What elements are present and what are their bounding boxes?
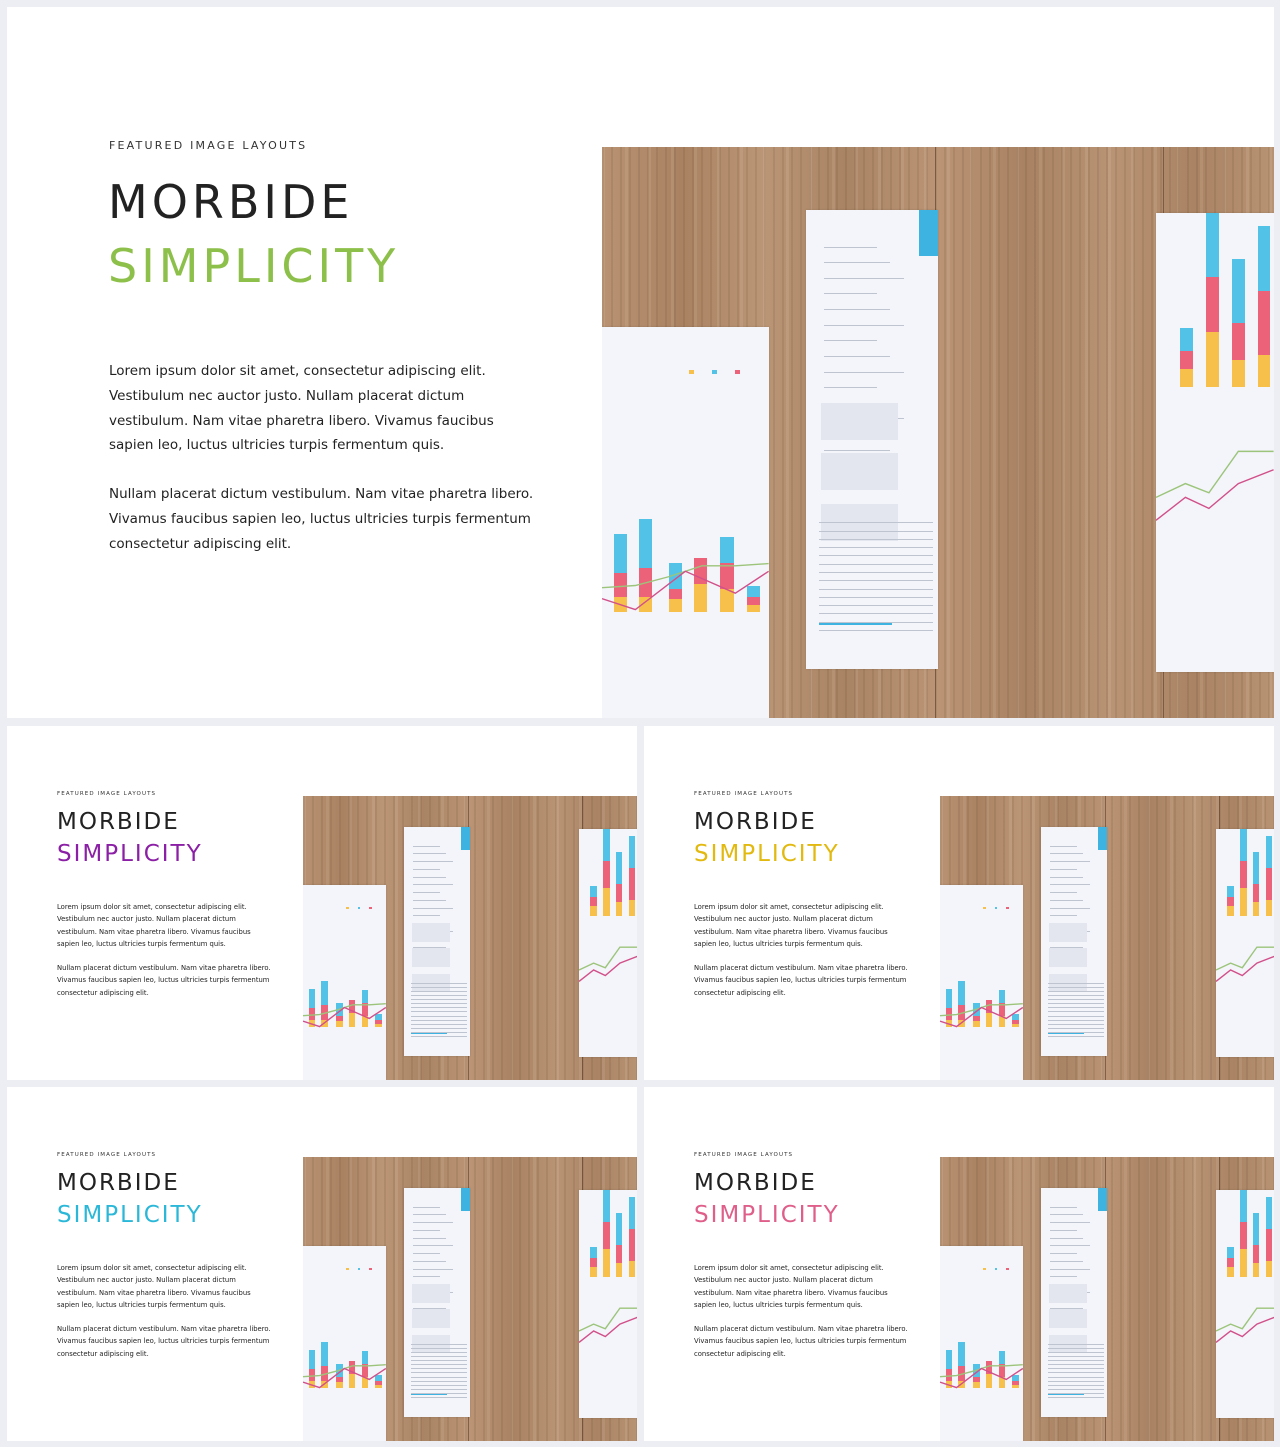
line-chart — [602, 522, 769, 632]
bar-segment — [629, 868, 635, 900]
line-chart — [1216, 938, 1274, 984]
resume-line — [824, 356, 890, 357]
line-chart — [303, 983, 386, 1037]
body-paragraph-2: Nullam placerat dictum vestibulum. Nam vitae pharetra libero. Vivamus faucibus sapien leo, luctus ultricies turpis fermentum consectetur adipiscing elit. — [57, 1325, 271, 1358]
bar-segment — [603, 1190, 609, 1222]
resume-line — [413, 892, 439, 893]
bar-segment — [1240, 1249, 1246, 1276]
resume-header-block — [461, 827, 470, 850]
featured-image — [303, 1157, 637, 1441]
resume-line — [1048, 1397, 1105, 1398]
legend-dot — [369, 1268, 371, 1270]
resume-line — [413, 1238, 446, 1239]
legend-dot — [995, 907, 997, 909]
body-paragraph-1: Lorem ipsum dolor sit amet, consectetur adipiscing elit. Vestibulum nec auctor justo. Nullam placerat dictum vestibulum. Nam vitae pharetra libero. Vivamus faucibus sapien leo, luctus ultricies turpis fermentum quis. — [57, 903, 251, 948]
resume-reference-box — [1049, 948, 1087, 966]
resume-line — [411, 1352, 468, 1353]
featured-image — [602, 147, 1274, 718]
line-chart — [940, 983, 1023, 1037]
bar-segment — [1258, 355, 1271, 387]
legend-dot — [689, 370, 694, 374]
resume-line — [1048, 1007, 1105, 1008]
resume-header-block — [1098, 1188, 1107, 1211]
chart-line — [303, 1364, 386, 1376]
report-paper-left — [602, 327, 769, 718]
resume-line — [1050, 1276, 1076, 1277]
chart-line — [1156, 470, 1274, 521]
slide-4 — [7, 1087, 637, 1441]
title-morbide: MORBIDE — [694, 809, 817, 835]
body-text — [57, 1262, 272, 1360]
eyebrow-label: FEATURED IMAGE LAYOUTS — [694, 791, 794, 797]
resume-line — [1050, 884, 1089, 885]
resume-reference-box — [412, 1309, 450, 1327]
resume-line — [1050, 846, 1076, 847]
resume-line — [413, 1214, 446, 1215]
eyebrow-label: FEATURED IMAGE LAYOUTS — [109, 139, 308, 152]
signature — [1048, 1394, 1084, 1396]
bar-segment — [1227, 1267, 1233, 1276]
resume-line — [1048, 1024, 1105, 1025]
resume-reference-box — [1049, 1284, 1087, 1302]
report-paper-right — [1216, 1190, 1274, 1419]
bar-segment — [1227, 1247, 1233, 1258]
resume-line — [411, 995, 468, 996]
slide-5 — [644, 1087, 1274, 1441]
bar-segment — [1206, 277, 1219, 332]
resume-line — [1050, 869, 1076, 870]
bar-segment — [603, 1222, 609, 1249]
report-paper-left — [303, 885, 386, 1080]
resume-line — [411, 1016, 468, 1017]
resume-reference-box — [821, 453, 898, 490]
resume-line — [1050, 1214, 1083, 1215]
resume-line — [411, 1003, 468, 1004]
legend-dot — [346, 907, 348, 909]
resume-line — [824, 340, 877, 341]
featured-image — [940, 796, 1274, 1080]
bar-segment — [1180, 369, 1193, 387]
title-morbide: MORBIDE — [108, 175, 354, 229]
bar-segment — [1227, 897, 1233, 906]
chart-line — [940, 1364, 1023, 1376]
report-paper-left — [940, 1246, 1023, 1441]
resume-reference-box — [1049, 1309, 1087, 1327]
resume-line — [1050, 900, 1083, 901]
resume-line — [411, 1397, 468, 1398]
resume-line — [819, 564, 933, 565]
resume-line — [413, 853, 446, 854]
resume-line — [411, 1036, 468, 1037]
report-paper-right — [579, 829, 637, 1058]
resume-line — [1048, 1003, 1105, 1004]
slide-2 — [7, 726, 637, 1080]
legend-dot — [995, 1268, 997, 1270]
resume-paper — [1041, 827, 1107, 1056]
bar-segment — [1253, 1263, 1259, 1277]
bar-segment — [590, 906, 596, 915]
bar-segment — [590, 886, 596, 897]
chart-line — [303, 1003, 386, 1015]
line-chart — [579, 1299, 637, 1345]
signature — [1048, 1033, 1084, 1035]
bar-segment — [590, 1258, 596, 1267]
resume-line — [1048, 1352, 1105, 1353]
slide-3 — [644, 726, 1274, 1080]
resume-line — [824, 247, 877, 248]
resume-line — [1048, 1385, 1105, 1386]
resume-line — [1048, 983, 1105, 984]
resume-line — [1050, 1269, 1089, 1270]
resume-line — [411, 1385, 468, 1386]
eyebrow-label: FEATURED IMAGE LAYOUTS — [57, 1152, 157, 1158]
line-chart — [1216, 1299, 1274, 1345]
bar-segment — [1240, 829, 1246, 861]
resume-line — [413, 1230, 439, 1231]
resume-line — [413, 1245, 452, 1246]
resume-reference-box — [412, 948, 450, 966]
chart-line — [940, 1003, 1023, 1015]
body-paragraph-1: Lorem ipsum dolor sit amet, consectetur adipiscing elit. Vestibulum nec auctor justo. Nullam placerat dictum vestibulum. Nam vitae pharetra libero. Vivamus faucibus sapien leo, luctus ultricies turpis fermentum quis. — [694, 1264, 888, 1309]
bar-segment — [629, 900, 635, 916]
resume-line — [413, 884, 452, 885]
resume-line — [819, 622, 933, 623]
resume-line — [413, 869, 439, 870]
resume-line — [1050, 892, 1076, 893]
bar-segment — [1240, 861, 1246, 888]
resume-line — [1050, 853, 1083, 854]
resume-line — [411, 1011, 468, 1012]
bar-segment — [629, 1197, 635, 1229]
resume-line — [413, 900, 446, 901]
resume-line — [413, 1261, 446, 1262]
title-morbide: MORBIDE — [694, 1170, 817, 1196]
legend-dot — [358, 1268, 360, 1270]
bar-segment — [616, 1213, 622, 1245]
line-chart — [1156, 433, 1274, 525]
resume-line — [411, 1389, 468, 1390]
resume-line — [413, 1269, 452, 1270]
chart-line — [1216, 1309, 1274, 1332]
resume-line — [824, 309, 890, 310]
bar-segment — [603, 1249, 609, 1276]
bar-segment — [603, 829, 609, 861]
resume-line — [819, 555, 933, 556]
body-text — [57, 901, 272, 999]
bar-segment — [616, 1245, 622, 1263]
title-morbide: MORBIDE — [57, 1170, 180, 1196]
chart-line — [303, 1368, 386, 1387]
resume-paper — [404, 827, 470, 1056]
resume-line — [1048, 1377, 1105, 1378]
resume-line — [413, 915, 439, 916]
body-paragraph-2: Nullam placerat dictum vestibulum. Nam vitae pharetra libero. Vivamus faucibus sapien leo, luctus ultricies turpis fermentum consectetur adipiscing elit. — [694, 1325, 908, 1358]
body-paragraph-2: Nullam placerat dictum vestibulum. Nam vitae pharetra libero. Vivamus faucibus sapien leo, luctus ultricies turpis fermentum consectetur adipiscing elit. — [109, 486, 534, 552]
resume-paper — [806, 210, 938, 670]
resume-header-block — [919, 210, 938, 256]
resume-line — [1048, 1348, 1105, 1349]
resume-line — [411, 1372, 468, 1373]
bar-segment — [1232, 360, 1245, 388]
resume-line — [411, 1024, 468, 1025]
resume-line — [819, 597, 933, 598]
legend-dot — [1006, 1268, 1008, 1270]
resume-line — [1048, 987, 1105, 988]
report-paper-right — [1156, 213, 1274, 673]
resume-reference-box — [412, 923, 450, 941]
bar-segment — [1232, 259, 1245, 323]
chart-line — [579, 1309, 637, 1332]
bar-segment — [629, 836, 635, 868]
resume-paper — [1041, 1188, 1107, 1417]
resume-reference-box — [412, 1284, 450, 1302]
chart-line — [1156, 452, 1274, 498]
bar-segment — [603, 888, 609, 915]
resume-line — [824, 372, 903, 373]
resume-line — [411, 1377, 468, 1378]
line-chart — [303, 1344, 386, 1398]
chart-line — [602, 572, 769, 610]
resume-line — [1050, 877, 1083, 878]
legend-dot — [1006, 907, 1008, 909]
bar-segment — [590, 1267, 596, 1276]
featured-image — [303, 796, 637, 1080]
resume-line — [1048, 999, 1105, 1000]
signature — [411, 1033, 447, 1035]
slide-1 — [7, 7, 1274, 718]
resume-line — [1048, 995, 1105, 996]
resume-line — [1050, 1222, 1089, 1223]
bar-segment — [1232, 323, 1245, 360]
resume-line — [819, 531, 933, 532]
report-paper-left — [303, 1246, 386, 1441]
featured-image — [940, 1157, 1274, 1441]
legend-dot — [346, 1268, 348, 1270]
bar-segment — [616, 1263, 622, 1277]
bar-segment — [1253, 884, 1259, 902]
bar-segment — [629, 1261, 635, 1277]
resume-paper — [404, 1188, 470, 1417]
bar-segment — [1206, 213, 1219, 277]
line-chart — [940, 1344, 1023, 1398]
legend-dot — [983, 1268, 985, 1270]
resume-line — [411, 1020, 468, 1021]
resume-line — [413, 861, 452, 862]
bar-segment — [590, 897, 596, 906]
title-morbide: MORBIDE — [57, 809, 180, 835]
resume-line — [1050, 1245, 1089, 1246]
bar-segment — [1266, 1229, 1272, 1261]
resume-line — [1050, 1238, 1083, 1239]
resume-line — [824, 387, 877, 388]
resume-line — [1048, 1016, 1105, 1017]
report-paper-right — [1216, 829, 1274, 1058]
resume-line — [1048, 1344, 1105, 1345]
resume-line — [1048, 1356, 1105, 1357]
chart-line — [1216, 948, 1274, 971]
title-simplicity: SIMPLICITY — [57, 1202, 203, 1228]
bar-segment — [1253, 1245, 1259, 1263]
body-text — [694, 1262, 909, 1360]
legend-dot — [358, 907, 360, 909]
resume-header-block — [1098, 827, 1107, 850]
bar-segment — [616, 884, 622, 902]
resume-line — [411, 1360, 468, 1361]
bar-segment — [616, 852, 622, 884]
resume-line — [819, 572, 933, 573]
resume-line — [1048, 1020, 1105, 1021]
line-chart — [579, 938, 637, 984]
signature — [819, 623, 892, 625]
resume-line — [413, 1207, 439, 1208]
resume-line — [819, 589, 933, 590]
resume-line — [1048, 1372, 1105, 1373]
resume-line — [413, 1222, 452, 1223]
resume-line — [411, 1368, 468, 1369]
resume-line — [819, 630, 933, 631]
bar-segment — [1227, 886, 1233, 897]
bar-segment — [1227, 1258, 1233, 1267]
bar-segment — [629, 1229, 635, 1261]
resume-line — [1050, 1230, 1076, 1231]
resume-line — [413, 846, 439, 847]
resume-line — [413, 908, 452, 909]
bar-segment — [1266, 868, 1272, 900]
chart-line — [579, 1318, 637, 1343]
bar-segment — [1253, 1213, 1259, 1245]
bar-segment — [1206, 332, 1219, 387]
body-text — [109, 359, 539, 557]
resume-line — [411, 1381, 468, 1382]
body-text — [694, 901, 909, 999]
resume-line — [1048, 991, 1105, 992]
bar-segment — [1227, 906, 1233, 915]
chart-line — [1216, 957, 1274, 982]
eyebrow-label: FEATURED IMAGE LAYOUTS — [57, 791, 157, 797]
resume-line — [411, 983, 468, 984]
body-paragraph-1: Lorem ipsum dolor sit amet, consectetur adipiscing elit. Vestibulum nec auctor justo. Nullam placerat dictum vestibulum. Nam vitae pharetra libero. Vivamus faucibus sapien leo, luctus ultricies turpis fermentum quis. — [57, 1264, 251, 1309]
eyebrow-label: FEATURED IMAGE LAYOUTS — [694, 1152, 794, 1158]
resume-line — [824, 293, 877, 294]
resume-line — [1048, 1364, 1105, 1365]
resume-line — [1048, 1036, 1105, 1037]
resume-line — [1048, 1028, 1105, 1029]
chart-line — [940, 1368, 1023, 1387]
resume-line — [1050, 861, 1089, 862]
resume-line — [411, 1344, 468, 1345]
resume-line — [824, 262, 890, 263]
bar-segment — [1240, 1222, 1246, 1249]
bar-segment — [603, 861, 609, 888]
resume-line — [824, 450, 890, 451]
resume-header-block — [461, 1188, 470, 1211]
resume-line — [819, 522, 933, 523]
resume-line — [1048, 1389, 1105, 1390]
resume-line — [1050, 915, 1076, 916]
resume-line — [1050, 1253, 1076, 1254]
bar-segment — [1266, 1261, 1272, 1277]
bar-segment — [1180, 328, 1193, 351]
chart-line — [303, 1007, 386, 1026]
report-paper-left — [940, 885, 1023, 1080]
resume-line — [819, 580, 933, 581]
chart-line — [579, 948, 637, 971]
resume-reference-box — [821, 403, 898, 440]
bar-segment — [1266, 836, 1272, 868]
resume-line — [413, 877, 446, 878]
resume-line — [411, 1028, 468, 1029]
bar-segment — [1240, 888, 1246, 915]
bar-segment — [1180, 351, 1193, 369]
resume-line — [411, 1348, 468, 1349]
bar-segment — [616, 902, 622, 916]
chart-line — [602, 564, 769, 588]
report-paper-right — [579, 1190, 637, 1419]
bar-segment — [1258, 226, 1271, 290]
resume-line — [411, 999, 468, 1000]
body-paragraph-2: Nullam placerat dictum vestibulum. Nam vitae pharetra libero. Vivamus faucibus sapien leo, luctus ultricies turpis fermentum consectetur adipiscing elit. — [57, 964, 271, 997]
resume-line — [819, 547, 933, 548]
resume-line — [819, 605, 933, 606]
resume-line — [1050, 1261, 1083, 1262]
bar-segment — [1266, 1197, 1272, 1229]
resume-line — [413, 1253, 439, 1254]
resume-line — [411, 991, 468, 992]
resume-line — [413, 1276, 439, 1277]
signature — [411, 1394, 447, 1396]
resume-line — [1050, 908, 1089, 909]
resume-line — [1048, 1368, 1105, 1369]
resume-line — [411, 1364, 468, 1365]
resume-reference-box — [1049, 923, 1087, 941]
resume-line — [824, 278, 903, 279]
legend-dot — [712, 370, 717, 374]
chart-line — [1216, 1318, 1274, 1343]
resume-line — [411, 1007, 468, 1008]
resume-line — [819, 613, 933, 614]
resume-line — [819, 539, 933, 540]
legend-dot — [735, 370, 740, 374]
resume-line — [824, 325, 903, 326]
title-simplicity: SIMPLICITY — [57, 841, 203, 867]
bar-segment — [1253, 852, 1259, 884]
title-simplicity: SIMPLICITY — [108, 239, 400, 293]
bar-segment — [1266, 900, 1272, 916]
bar-segment — [1240, 1190, 1246, 1222]
resume-line — [1050, 1207, 1076, 1208]
body-paragraph-1: Lorem ipsum dolor sit amet, consectetur adipiscing elit. Vestibulum nec auctor justo. Nullam placerat dictum vestibulum. Nam vitae pharetra libero. Vivamus faucibus sapien leo, luctus ultricies turpis fermentum quis. — [694, 903, 888, 948]
bar-segment — [1253, 902, 1259, 916]
bar-segment — [590, 1247, 596, 1258]
resume-line — [1048, 1011, 1105, 1012]
chart-line — [940, 1007, 1023, 1026]
body-paragraph-2: Nullam placerat dictum vestibulum. Nam vitae pharetra libero. Vivamus faucibus sapien leo, luctus ultricies turpis fermentum consectetur adipiscing elit. — [694, 964, 908, 997]
title-simplicity: SIMPLICITY — [694, 1202, 840, 1228]
resume-line — [411, 987, 468, 988]
body-paragraph-1: Lorem ipsum dolor sit amet, consectetur adipiscing elit. Vestibulum nec auctor justo. Nullam placerat dictum vestibulum. Nam vitae pharetra libero. Vivamus faucibus sapien leo, luctus ultricies turpis fermentum quis. — [109, 363, 494, 454]
chart-line — [579, 957, 637, 982]
legend-dot — [983, 907, 985, 909]
bar-segment — [1258, 291, 1271, 355]
title-simplicity: SIMPLICITY — [694, 841, 840, 867]
resume-line — [411, 1356, 468, 1357]
resume-line — [1048, 1381, 1105, 1382]
legend-dot — [369, 907, 371, 909]
resume-line — [1048, 1360, 1105, 1361]
